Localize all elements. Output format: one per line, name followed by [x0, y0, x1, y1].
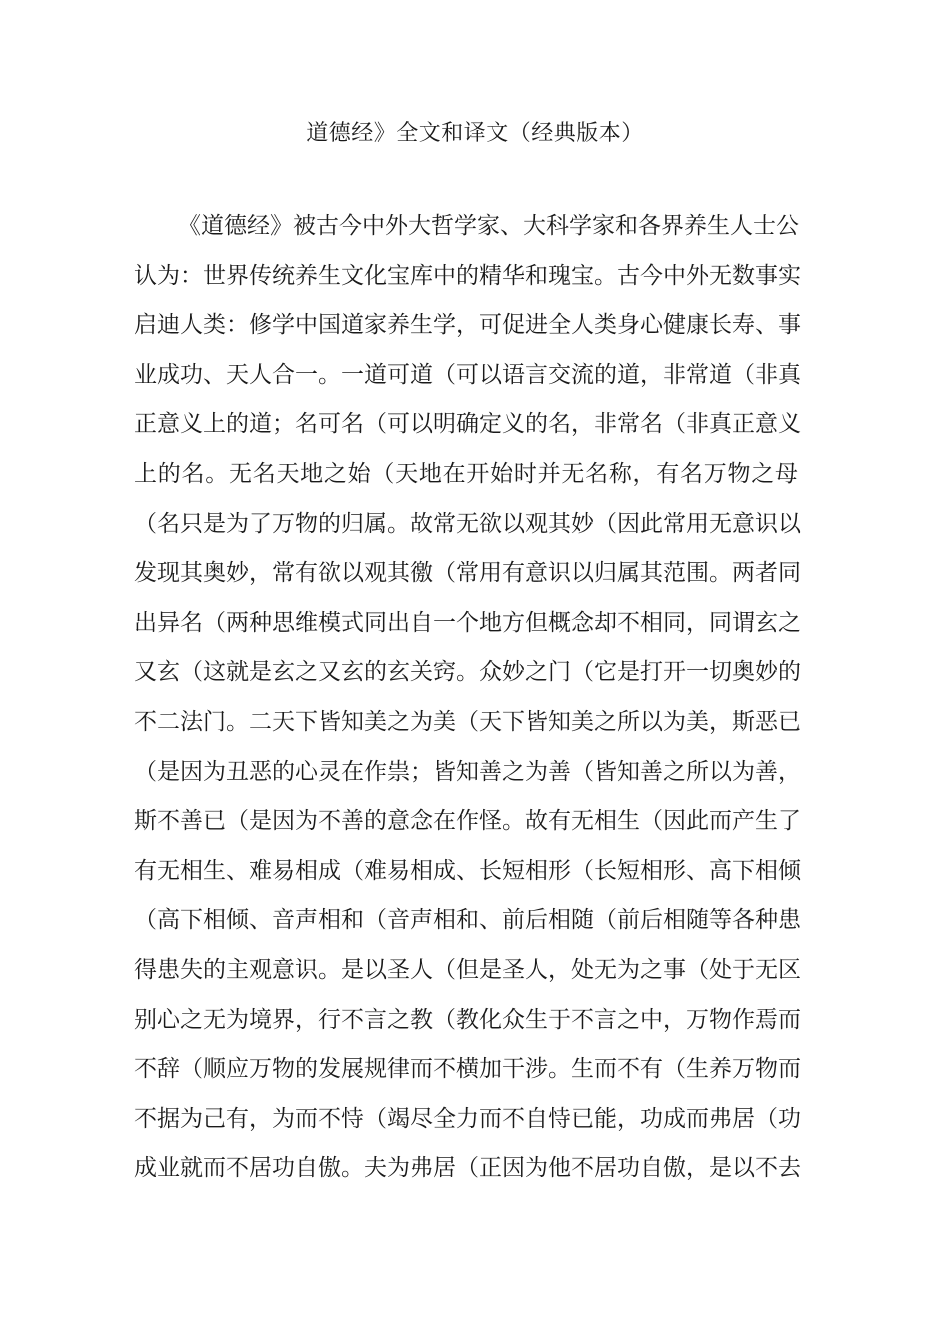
- text-line: 有无相生、难易相成（难易相成、长短相形（长短相形、高下相倾: [134, 857, 801, 884]
- text-line: 成业就而不居功自傲。夫为弗居（正因为他不居功自傲，是以不去: [134, 1155, 801, 1182]
- text-line: 《道德经》被古今中外大哲学家、大科学家和各界养生人士公: [178, 213, 799, 239]
- text-line: 不辞（顺应万物的发展规律而不横加干涉。生而不有（生养万物而: [134, 1056, 801, 1083]
- text-line: 认为：世界传统养生文化宝库中的精华和瑰宝。古今中外无数事实: [134, 262, 801, 289]
- text-line: 业成功、天人合一。一道可道（可以语言交流的道，非常道（非真: [134, 361, 801, 388]
- text-line: 别心之无为境界，行不言之教（教化众生于不言之中，万物作焉而: [134, 1006, 801, 1033]
- text-line: 上的名。无名天地之始（天地在开始时并无名称，有名万物之母: [134, 460, 798, 487]
- text-line: 得患失的主观意识。是以圣人（但是圣人，处无为之事（处于无区: [134, 956, 801, 983]
- text-line: （是因为丑恶的心灵在作祟；皆知善之为善（皆知善之所以为善，: [134, 758, 801, 785]
- text-line: 斯不善已（是因为不善的意念在作怪。故有无相生（因此而产生了: [134, 808, 801, 835]
- text-line: （高下相倾、音声相和（音声相和、前后相随（前后相随等各种患: [134, 907, 801, 934]
- text-line: 出异名（两种思维模式同出自一个地方但概念却不相同，同谓玄之: [134, 609, 801, 636]
- text-line: 不二法门。二天下皆知美之为美（天下皆知美之所以为美，斯恶已: [134, 708, 801, 735]
- text-line: （名只是为了万物的归属。故常无欲以观其妙（因此常用无意识以: [134, 510, 801, 537]
- document-body: [134, 202, 801, 1194]
- text-line: 启迪人类：修学中国道家养生学，可促进全人类身心健康长寿、事: [134, 312, 801, 339]
- text-line: 又玄（这就是玄之又玄的玄关窍。众妙之门（它是打开一切奥妙的: [134, 659, 801, 686]
- text-line: 不据为己有，为而不恃（竭尽全力而不自恃已能，功成而弗居（功: [134, 1105, 801, 1132]
- text-line: 发现其奥妙，常有欲以观其徼（常用有意识以归属其范围。两者同: [134, 560, 801, 587]
- document-title: 道德经》全文和译文（经典版本）: [306, 121, 644, 146]
- text-line: 正意义上的道；名可名（可以明确定义的名，非常名（非真正意义: [134, 411, 801, 438]
